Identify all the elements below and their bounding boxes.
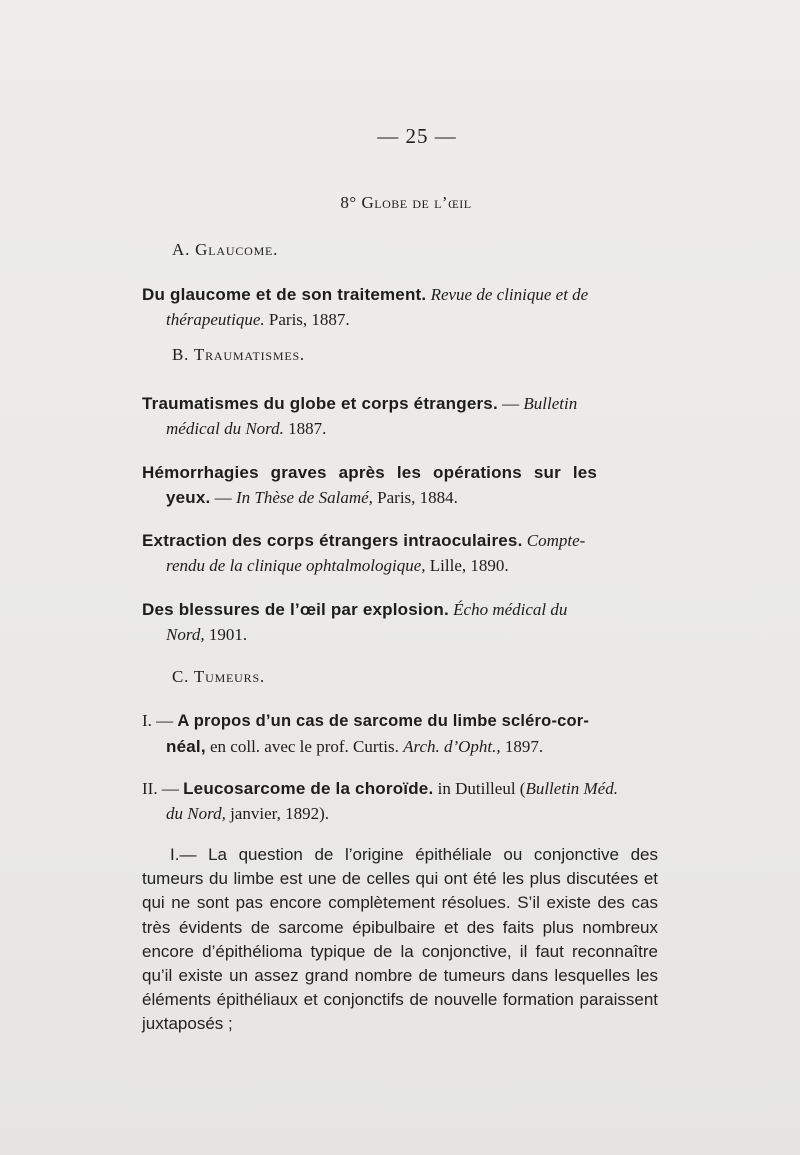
entry-in: in Dutilleul ( bbox=[437, 779, 526, 798]
entry-title: Des blessures de l’œil par explosion. bbox=[142, 600, 449, 619]
entry-journal-cont: médical du Nord. bbox=[166, 419, 284, 438]
entry-title: Du glaucome et de son traitement. bbox=[142, 285, 427, 304]
entry-dash: — bbox=[161, 779, 179, 798]
entry-year: 1897. bbox=[504, 737, 544, 756]
section-title: 8° Globe de l’œil bbox=[340, 193, 472, 212]
entry-details: 1901. bbox=[208, 625, 248, 644]
entry-title-cont: yeux. bbox=[166, 488, 211, 507]
entry-journal: In Thèse de Salamé, bbox=[235, 488, 373, 507]
entry-journal: Bulletin Méd. bbox=[525, 779, 618, 798]
entry-title: Traumatismes du globe et corps étrangers. bbox=[142, 394, 498, 413]
entry-title: Leucosarcome de la choroïde. bbox=[183, 779, 434, 798]
entry-details: Paris, 1884. bbox=[377, 488, 458, 507]
subsection-a-heading: A. Glaucome. bbox=[172, 240, 279, 259]
entry-details: Lille, 1890. bbox=[429, 556, 509, 575]
entry-journal-cont: Nord, bbox=[166, 625, 205, 644]
entry-dash: — bbox=[502, 394, 520, 413]
entry-journal-cont: thérapeutique. bbox=[166, 310, 265, 329]
paragraph-text: I.— La question de l’origine épithéliale ou conjonctive des tumeurs du limbe est une de celles qui ont été les plus discutées et qui ne sont pas encore complètement résolues. S’il existe des cas très évidents de sarcome épibulbaire et des faits plus nombreux encore d’épithélioma typique de la conjonctive, il faut reconnaître qu’il existe un assez grand nombre de tumeurs dans lesquelles les éléments épithéliaux et conjonctifs de nouvelle formation paraissent juxtaposés ; bbox=[142, 845, 658, 1034]
entry-title: Hémorrhagies graves après les opérations sur les bbox=[142, 463, 598, 482]
entry-title: A propos d’un cas de sarcome du limbe scléro-cor- bbox=[177, 712, 590, 730]
entry-traumatismes bbox=[142, 391, 658, 441]
entry-details: Paris, 1887. bbox=[268, 310, 350, 329]
entry-title-cont: néal, bbox=[166, 737, 206, 756]
entry-tumeur-2 bbox=[142, 776, 658, 826]
subsection-c-heading: C. Tumeurs. bbox=[172, 667, 265, 686]
entry-number: I. bbox=[142, 711, 152, 730]
entry-blessures bbox=[142, 597, 658, 647]
entry-title: Extraction des corps étrangers intraoculaires. bbox=[142, 531, 523, 550]
subsection-b-heading: B. Traumatismes. bbox=[172, 345, 305, 364]
entry-journal: Écho médical du bbox=[453, 600, 568, 619]
entry-details: janvier, 1892). bbox=[230, 804, 330, 823]
body-paragraph bbox=[142, 843, 658, 1037]
entry-extraction bbox=[142, 528, 658, 578]
entry-journal: Bulletin bbox=[523, 394, 578, 413]
entry-hemorrhagies bbox=[142, 460, 658, 510]
entry-dash: — bbox=[156, 711, 174, 730]
entry-journal-cont: du Nord, bbox=[166, 804, 226, 823]
entry-journal-cont: rendu de la clinique ophtalmologique, bbox=[166, 556, 426, 575]
entry-details: 1887. bbox=[288, 419, 327, 438]
entry-journal: Compte- bbox=[526, 531, 586, 550]
entry-journal: Revue de clinique et de bbox=[430, 285, 589, 304]
entry-tumeur-1 bbox=[142, 708, 658, 759]
entry-glaucome bbox=[142, 282, 658, 332]
entry-number: II. bbox=[142, 779, 158, 798]
entry-dash: — bbox=[214, 488, 232, 507]
entry-journal: Arch. d’Opht., bbox=[403, 737, 501, 756]
entry-details: en coll. avec le prof. Curtis. bbox=[210, 737, 399, 756]
page-number: — 25 — bbox=[377, 124, 457, 148]
